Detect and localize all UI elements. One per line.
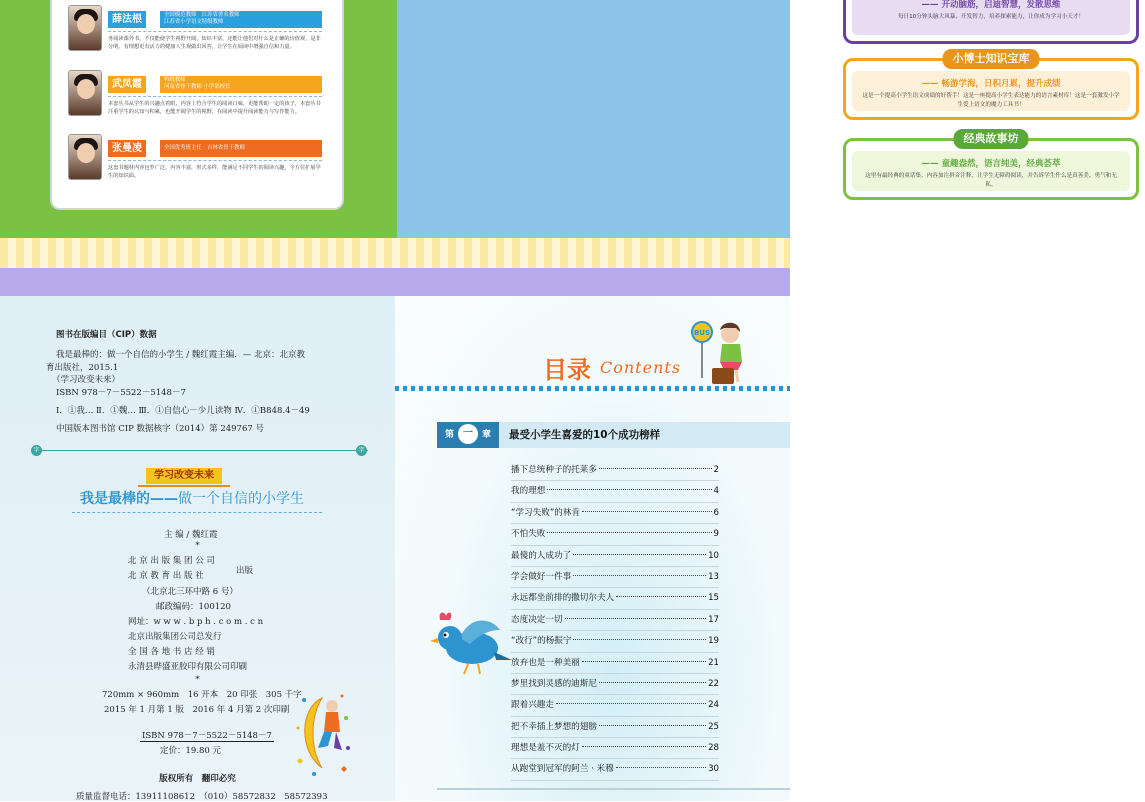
- author-name: 张曼凌: [108, 140, 146, 157]
- author-card: [50, 0, 344, 210]
- divider: [108, 31, 322, 32]
- cip-heading: 图书在版编目（CIP）数据: [56, 330, 157, 340]
- kid-with-sign-illustration: [690, 318, 752, 386]
- printer: 永清县晔盛亚胶印有限公司印刷: [128, 662, 248, 672]
- bird-illustration: [430, 608, 512, 678]
- rights-notice: 版权所有 翻印必究: [159, 774, 236, 784]
- chapter-title: 最受小学生喜爱的10个成功榜样: [509, 429, 661, 441]
- price: 定价：19.80 元: [160, 746, 222, 756]
- author-recommend-page: [0, 0, 397, 238]
- cip-line: 育出版社，2015.1: [46, 363, 119, 373]
- author-entry: [66, 70, 332, 126]
- website: 网址：w w w . b p h . c o m . c n: [128, 617, 264, 627]
- divider: [108, 160, 322, 161]
- postcode: 邮政编码：100120: [156, 602, 231, 612]
- book-spec: 720mm × 960mm 16 开本 20 印张 305 千字: [102, 690, 302, 700]
- publisher-line: 北 京 教 育 出 版 社: [128, 571, 204, 581]
- series-label: 学习改变未来: [146, 468, 222, 484]
- brain-storm-section: [843, 0, 1139, 44]
- toc-item[interactable]: 把不幸插上梦想的翅膀 25: [511, 717, 719, 738]
- divider-dot: 字: [31, 445, 42, 456]
- star-divider: *: [195, 541, 200, 551]
- stripe-divider: [0, 238, 790, 268]
- title-underline: [72, 512, 322, 513]
- author-title-badge: 全国模范教师 江苏省著名教师 江苏省小学语文特级教师: [160, 11, 322, 28]
- author-entry: [66, 134, 332, 190]
- top-spread: [0, 0, 1120, 238]
- divider-dot: 字: [356, 445, 367, 456]
- section-text: 这是一个提高小学生语文成绩的好帮手！这是一座提高小学生表达能力的语言素材库！这是一套激发小学生爱上语文的魔力工具书！: [862, 93, 1120, 108]
- toc-item[interactable]: 我的理想 4: [511, 481, 719, 502]
- quality-phone: 质量监督电话：13911108612 （010）58572832 58572393: [76, 792, 328, 802]
- toc-item[interactable]: 播下总统种子的托莱多 2: [511, 460, 719, 481]
- toc-list: [511, 460, 719, 781]
- cip-line: ISBN 978－7－5522－5148－7: [56, 388, 186, 398]
- isbn: ISBN 978－7－5522－5148－7: [142, 731, 272, 741]
- cip-line: Ⅰ．①我… Ⅱ．①魏… Ⅲ．①自信心－少儿读物 Ⅳ．①B848.4－49: [56, 406, 310, 416]
- bottom-rule: [437, 788, 790, 790]
- publisher-address: （北京北三环中路 6 号）: [142, 587, 238, 597]
- moon-illustration: [292, 688, 356, 780]
- section-slogan: —— 畅游学海，日积月累，提升成绩: [921, 79, 1061, 89]
- chapter-header: [437, 422, 790, 448]
- cip-line: （学习改变未来）: [52, 375, 121, 385]
- story-section: [843, 132, 1139, 200]
- bus-sign-text: BUS: [693, 329, 711, 337]
- dotted-rule: [395, 386, 790, 391]
- toc-item[interactable]: 永远都坐前排的撒切尔夫人 15: [511, 588, 719, 609]
- author-description: 本套丛书从学生的兴趣点着眼，内容上符合学生的阅读口味，更能帮助一定的孩子，本套丛书注重学生的认知与积累，也能开阔学生的视野，在阅读中提升阅读能力与写作能力。: [108, 101, 321, 115]
- author-photo: [68, 5, 102, 51]
- toc-item[interactable]: 学会做好一件事 13: [511, 567, 719, 588]
- chapter-tag: 第 一 章: [437, 422, 499, 448]
- toc-item[interactable]: 态度决定一切 17: [511, 610, 719, 631]
- author-description: 这套书题材内容包罗广泛，内容丰富，形式多样，能满足不同学生的阅读兴趣，全方位扩展学生的知识面。: [108, 165, 321, 179]
- star-divider: *: [195, 675, 200, 685]
- distribution-line: 北京出版集团公司总发行: [128, 632, 222, 642]
- color-band: [0, 268, 790, 296]
- author-photo: [68, 134, 102, 180]
- features-card: [837, 0, 1145, 212]
- edition-info: 2015 年 1 月第 1 版 2016 年 4 月第 2 次印刷: [104, 705, 290, 715]
- author-entry: [66, 5, 332, 61]
- contents-subtitle: Contents: [600, 358, 682, 377]
- publish-tag: 出版: [236, 566, 254, 576]
- section-slogan: —— 童趣盎然，语言纯美，经典荟萃: [921, 159, 1061, 169]
- toc-item[interactable]: 最傻的人成功了 10: [511, 546, 719, 567]
- section-title: 经典故事坊: [954, 129, 1029, 149]
- section-divider: [36, 450, 368, 451]
- editor: 主 编 / 魏红霞: [164, 530, 218, 540]
- author-title-badge: 特级教师 河南省骨干教师 小学部校长: [160, 76, 322, 93]
- toc-item[interactable]: 理想是羞不灭的灯 28: [511, 738, 719, 759]
- toc-item[interactable]: 从跑堂到冠军的阿兰 · 米穆 30: [511, 759, 719, 780]
- section-text: 每日10分钟头脑大风暴、开发智力，培养探索能力，让你成为学习小天才！: [897, 14, 1085, 20]
- toc-item[interactable]: 跟着兴趣走 24: [511, 695, 719, 716]
- publisher-line: 北 京 出 版 集 团 公 司: [128, 556, 215, 566]
- author-description: 务阅读课外书，不仅能使学生视野开阔、知识丰富，还能让他们对什么是正确的价值观、是非分明、有理想更有活力的健康人生观做出回答，让学生在阅读中增强自信和力量。: [108, 36, 321, 50]
- section-title: 小博士知识宝库: [943, 49, 1040, 69]
- author-title-badge: 全国优秀班主任 吉林省骨干教师: [160, 140, 322, 157]
- knowledge-section: [843, 52, 1139, 120]
- toc-item[interactable]: “学习失败”的林肯 6: [511, 503, 719, 524]
- author-name: 武凤霞: [108, 76, 146, 93]
- toc-item[interactable]: 不怕失败 9: [511, 524, 719, 545]
- divider: [108, 96, 322, 97]
- contents-title: 目录: [543, 356, 591, 384]
- author-photo: [68, 70, 102, 116]
- toc-item[interactable]: “改行”的杨振宁 19: [511, 631, 719, 652]
- distribution-line: 全 国 各 地 书 店 经 销: [128, 647, 215, 657]
- features-page: [397, 0, 1120, 238]
- book-title: 我是最棒的——做一个自信的小学生: [80, 491, 304, 507]
- toc-item[interactable]: 梦里找到灵感的迪斯尼 22: [511, 674, 719, 695]
- toc-item[interactable]: 放弃也是一种美丽 21: [511, 653, 719, 674]
- section-slogan: —— 开动脑筋，启迪智慧，发散思维: [921, 0, 1061, 10]
- section-text: 这里有最经典的童话集、内容加注拼音注释，让学生无障碍阅读，并告诉学生什么是真善美、勇气和无私。: [865, 173, 1117, 188]
- cip-line: 我是最棒的：做一个自信的小学生 / 魏红霞主编．— 北京：北京教: [56, 350, 305, 360]
- cip-line: 中国版本图书馆 CIP 数据核字（2014）第 249767 号: [56, 424, 264, 434]
- author-name: 薛法根: [108, 11, 146, 28]
